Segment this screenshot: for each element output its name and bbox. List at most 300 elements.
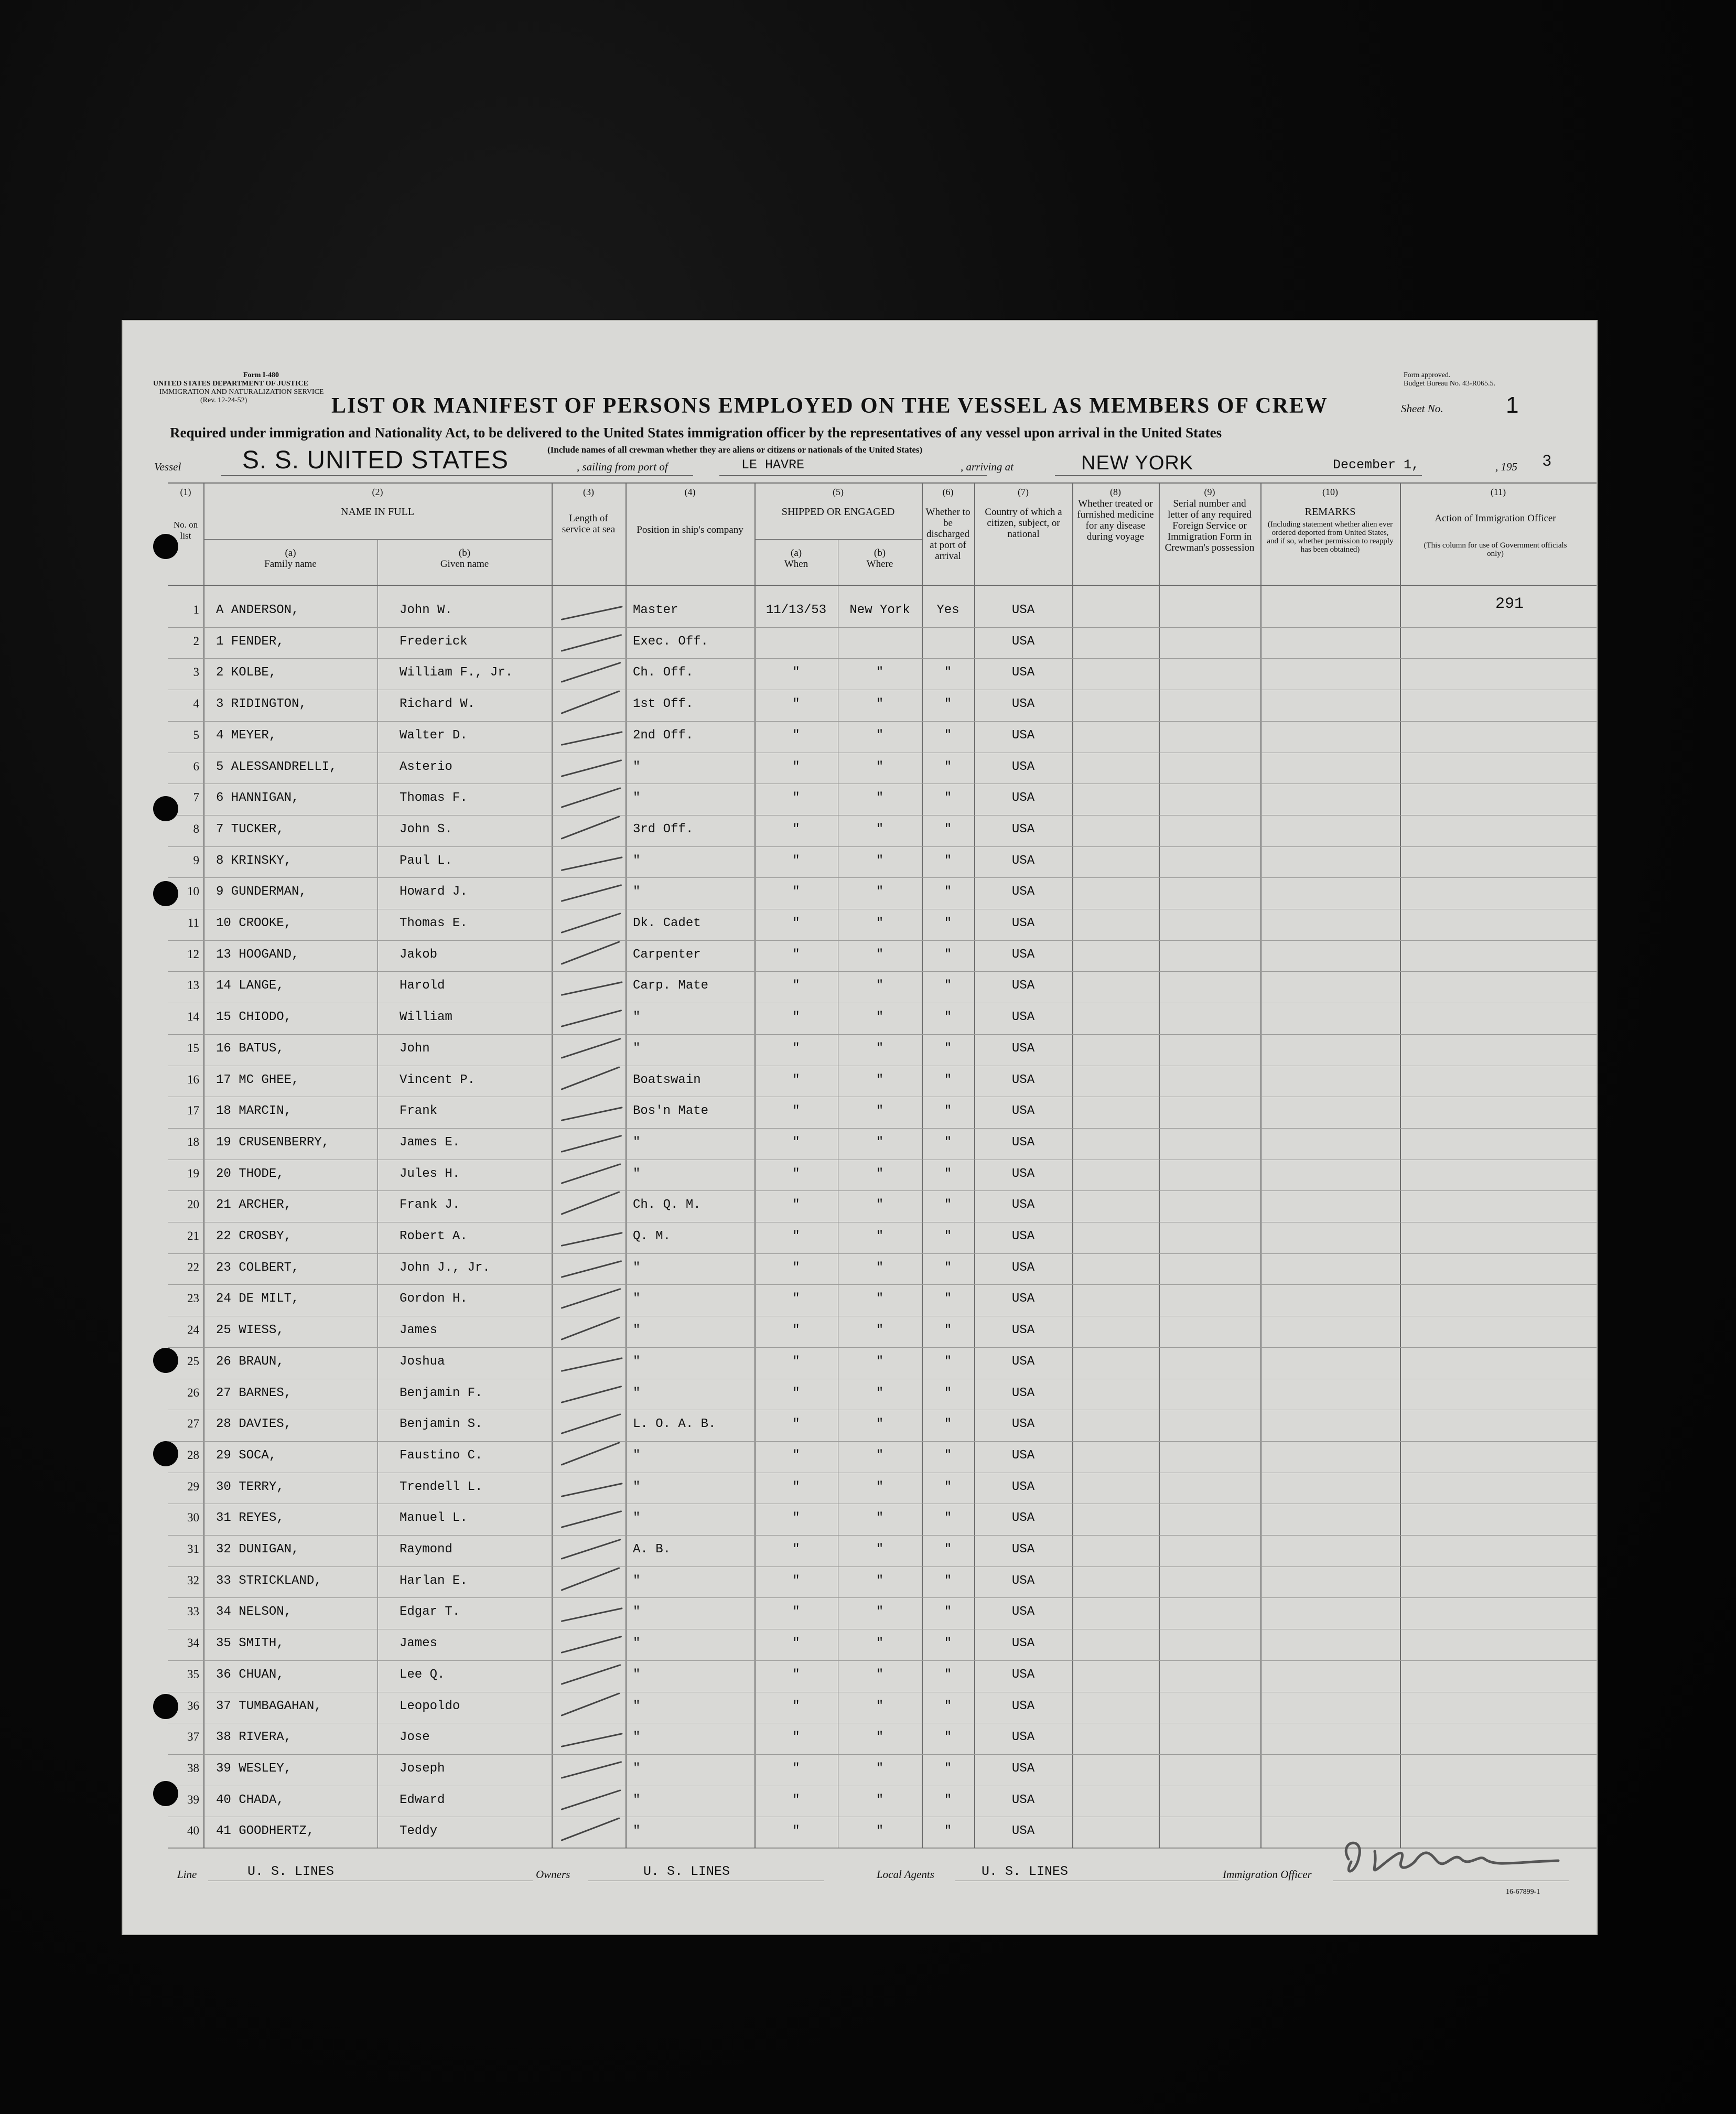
- country-of-citizenship: USA: [1011, 1198, 1035, 1212]
- family-name: 37 TUMBAGAHAN,: [216, 1699, 322, 1713]
- line-value: U. S. LINES: [247, 1864, 335, 1879]
- row-line-number: 27: [187, 1417, 199, 1431]
- row-line-number: 1: [193, 603, 199, 616]
- row-line-number: 31: [187, 1542, 199, 1555]
- col1-header: No. on list: [173, 520, 198, 541]
- given-name: Gordon H.: [400, 1292, 468, 1306]
- shipped-where: ": [876, 1448, 884, 1463]
- discharged-at-arrival: Yes: [936, 603, 959, 617]
- given-name: Thomas E.: [400, 916, 468, 930]
- position-in-company: ": [633, 759, 641, 774]
- col-divider-1: [203, 482, 204, 1848]
- discharged-at-arrival: ": [944, 1323, 952, 1338]
- given-name: Edward: [400, 1793, 445, 1807]
- row-line-number: 12: [187, 947, 199, 961]
- shipped-when: ": [792, 1730, 800, 1745]
- row-separator: [168, 1660, 1597, 1661]
- shipped-when: ": [792, 822, 800, 836]
- country-of-citizenship: USA: [1011, 1260, 1035, 1275]
- family-name: 35 SMITH,: [216, 1636, 284, 1651]
- service-check-mark: [561, 1163, 621, 1184]
- country-of-citizenship: USA: [1011, 1605, 1035, 1619]
- country-of-citizenship: USA: [1011, 1229, 1035, 1243]
- given-name: Richard W.: [400, 697, 476, 712]
- given-name: Asterio: [400, 759, 452, 774]
- family-name: 26 BRAUN,: [216, 1354, 284, 1369]
- given-name: Lee Q.: [400, 1667, 445, 1682]
- shipped-when: ": [792, 979, 800, 993]
- row-line-number: 38: [187, 1761, 199, 1775]
- service-check-mark: [561, 1260, 622, 1278]
- position-in-company: ": [633, 1573, 641, 1588]
- country-of-citizenship: USA: [1011, 759, 1035, 774]
- sheet-number-label: Sheet No.: [1401, 402, 1443, 415]
- row-line-number: 34: [187, 1636, 199, 1650]
- row-line-number: 35: [187, 1667, 199, 1681]
- given-name: Faustino C.: [400, 1448, 483, 1463]
- row-separator: [168, 1441, 1597, 1442]
- position-in-company: 1st Off.: [633, 697, 694, 712]
- family-name: 13 HOOGAND,: [216, 947, 299, 962]
- country-of-citizenship: USA: [1011, 916, 1035, 930]
- port-underline: [719, 475, 987, 476]
- form-number: Form I-480: [243, 371, 279, 379]
- discharged-at-arrival: ": [944, 979, 952, 993]
- country-of-citizenship: USA: [1011, 1104, 1035, 1119]
- discharged-at-arrival: ": [944, 1104, 952, 1119]
- given-name: Jules H.: [400, 1166, 460, 1181]
- family-name: 22 CROSBY,: [216, 1229, 292, 1243]
- family-name: 28 DAVIES,: [216, 1417, 292, 1432]
- shipped-where: ": [876, 1166, 884, 1181]
- name-subheader-line: [203, 539, 552, 540]
- country-of-citizenship: USA: [1011, 1824, 1035, 1839]
- given-name: John S.: [400, 822, 452, 836]
- local-agents-label: Local Agents: [877, 1868, 934, 1881]
- row-line-number: 20: [187, 1198, 199, 1211]
- discharged-at-arrival: ": [944, 1479, 952, 1494]
- position-in-company: Ch. Q. M.: [633, 1198, 701, 1212]
- given-name: John W.: [400, 603, 452, 617]
- service-check-mark: [560, 1316, 620, 1340]
- row-separator: [168, 1597, 1597, 1598]
- given-name: Frederick: [400, 634, 468, 649]
- row-line-number: 37: [187, 1730, 199, 1744]
- arrival-underline: [1055, 475, 1422, 476]
- shipped-where: ": [876, 885, 884, 899]
- shipped-where: ": [876, 1198, 884, 1212]
- given-name: Thomas F.: [400, 791, 468, 806]
- row-line-number: 39: [187, 1793, 199, 1806]
- shipped-when: ": [792, 1824, 800, 1839]
- country-of-citizenship: USA: [1011, 1573, 1035, 1588]
- service-check-mark: [561, 1510, 622, 1528]
- country-of-citizenship: USA: [1011, 979, 1035, 993]
- col9-number: (9): [1204, 487, 1215, 497]
- punch-hole: [153, 881, 178, 906]
- service-check-mark: [560, 815, 620, 840]
- budget-bureau-number: Budget Bureau No. 43-R065.5.: [1404, 380, 1495, 388]
- port-of-departure: LE HAVRE: [741, 457, 805, 473]
- country-of-citizenship: USA: [1011, 1417, 1035, 1432]
- row-separator: [168, 1190, 1597, 1191]
- discharged-at-arrival: ": [944, 1824, 952, 1839]
- country-of-citizenship: USA: [1011, 1041, 1035, 1056]
- form-approved: Form approved.: [1404, 371, 1451, 379]
- country-of-citizenship: USA: [1011, 822, 1035, 836]
- family-name: A ANDERSON,: [216, 603, 299, 617]
- given-name: Manuel L.: [400, 1511, 468, 1526]
- row-line-number: 32: [187, 1573, 199, 1587]
- service-check-mark: [561, 884, 622, 902]
- shipped-when: ": [792, 1511, 800, 1526]
- discharged-at-arrival: ": [944, 697, 952, 712]
- row-line-number: 14: [187, 1010, 199, 1024]
- position-in-company: ": [633, 1479, 641, 1494]
- shipped-when: ": [792, 1072, 800, 1087]
- service-check-mark: [561, 1038, 621, 1059]
- shipped-where: ": [876, 1010, 884, 1025]
- col4-number: (4): [684, 487, 696, 497]
- country-of-citizenship: USA: [1011, 1636, 1035, 1651]
- family-name: 9 GUNDERMAN,: [216, 885, 307, 899]
- service-check-mark: [561, 1789, 621, 1810]
- punch-hole: [153, 1348, 178, 1373]
- country-of-citizenship: USA: [1011, 1323, 1035, 1338]
- row-line-number: 24: [187, 1323, 199, 1337]
- shipped-where: ": [876, 728, 884, 743]
- row-line-number: 16: [187, 1072, 199, 1086]
- discharged-at-arrival: ": [944, 1386, 952, 1400]
- service-check-mark: [560, 690, 620, 714]
- col8-number: (8): [1110, 487, 1121, 497]
- position-in-company: Exec. Off.: [633, 634, 709, 649]
- shipped-where: ": [876, 1229, 884, 1243]
- given-name: William: [400, 1010, 452, 1025]
- discharged-at-arrival: ": [944, 1573, 952, 1588]
- row-separator: [168, 1284, 1597, 1285]
- position-in-company: ": [633, 853, 641, 868]
- discharged-at-arrival: ": [944, 1198, 952, 1212]
- shipped-where: ": [876, 1292, 884, 1306]
- shipped-when: ": [792, 916, 800, 930]
- shipped-where: ": [876, 1354, 884, 1369]
- country-of-citizenship: USA: [1011, 791, 1035, 806]
- position-in-company: ": [633, 1386, 641, 1400]
- discharged-at-arrival: ": [944, 1699, 952, 1713]
- row-line-number: 4: [193, 697, 199, 711]
- family-name: 29 SOCA,: [216, 1448, 277, 1463]
- family-name: 40 CHADA,: [216, 1793, 284, 1807]
- shipped-where: ": [876, 1417, 884, 1432]
- discharged-at-arrival: ": [944, 791, 952, 806]
- family-name: 3 RIDINGTON,: [216, 697, 307, 712]
- service-check-mark: [561, 787, 621, 808]
- shipped-where: ": [876, 979, 884, 993]
- shipped-when: ": [792, 728, 800, 743]
- service-check-mark: [561, 1664, 621, 1685]
- given-name: Benjamin S.: [400, 1417, 483, 1432]
- shipped-when: ": [792, 1793, 800, 1807]
- officer-annotation: 291: [1495, 595, 1524, 613]
- position-in-company: ": [633, 1260, 641, 1275]
- country-of-citizenship: USA: [1011, 1135, 1035, 1150]
- row-line-number: 36: [187, 1699, 199, 1712]
- shipped-where: ": [876, 1135, 884, 1150]
- discharged-at-arrival: ": [944, 1010, 952, 1025]
- shipped-when: ": [792, 1229, 800, 1243]
- position-in-company: ": [633, 1636, 641, 1651]
- family-name: 25 WIESS,: [216, 1323, 284, 1338]
- discharged-at-arrival: ": [944, 1166, 952, 1181]
- shipped-where: ": [876, 1072, 884, 1087]
- punch-hole: [153, 796, 178, 821]
- shipped-when: ": [792, 1198, 800, 1212]
- owners-value: U. S. LINES: [643, 1864, 730, 1879]
- family-name: 31 REYES,: [216, 1511, 284, 1526]
- position-in-company: A. B.: [633, 1542, 671, 1557]
- col-divider-10: [1400, 482, 1401, 1848]
- col4-header: Position in ship's company: [637, 524, 743, 535]
- discharged-at-arrival: ": [944, 1511, 952, 1526]
- position-in-company: Ch. Off.: [633, 666, 694, 680]
- shipped-where: ": [876, 1104, 884, 1119]
- shipped-when: ": [792, 1166, 800, 1181]
- given-name: Trendell L.: [400, 1479, 483, 1494]
- family-name: 17 MC GHEE,: [216, 1072, 299, 1087]
- position-in-company: ": [633, 1166, 641, 1181]
- port-of-arrival: NEW YORK: [1081, 452, 1194, 474]
- vessel-underline: [221, 475, 693, 476]
- discharged-at-arrival: ": [944, 666, 952, 680]
- discharged-at-arrival: ": [944, 916, 952, 930]
- discharged-at-arrival: ": [944, 853, 952, 868]
- shipped-when: ": [792, 1761, 800, 1776]
- shipped-where: ": [876, 916, 884, 930]
- shipped-where: ": [876, 1041, 884, 1056]
- shipped-when: ": [792, 1479, 800, 1494]
- country-of-citizenship: USA: [1011, 1730, 1035, 1745]
- given-name: John J., Jr.: [400, 1260, 490, 1275]
- position-in-company: ": [633, 1354, 641, 1369]
- shipped-where: ": [876, 1323, 884, 1338]
- row-separator: [168, 627, 1597, 628]
- service-check-mark: [561, 1107, 623, 1121]
- local-agents-value: U. S. LINES: [982, 1864, 1069, 1879]
- discharged-at-arrival: ": [944, 1292, 952, 1306]
- shipped-when: ": [792, 1104, 800, 1119]
- family-name: 32 DUNIGAN,: [216, 1542, 299, 1557]
- service-check-mark: [561, 856, 623, 871]
- print-code: 16-67899-1: [1506, 1888, 1540, 1896]
- position-in-company: ": [633, 885, 641, 899]
- discharged-at-arrival: ": [944, 1260, 952, 1275]
- row-line-number: 11: [187, 916, 199, 929]
- row-line-number: 18: [187, 1135, 199, 1149]
- row-line-number: 40: [187, 1824, 199, 1838]
- col10-number: (10): [1322, 487, 1338, 497]
- row-separator: [168, 1253, 1597, 1254]
- col7-number: (7): [1018, 487, 1029, 497]
- position-in-company: Master: [633, 603, 678, 617]
- table-top-border: [168, 482, 1597, 484]
- shipped-when: ": [792, 947, 800, 962]
- country-of-citizenship: USA: [1011, 603, 1035, 617]
- col5-header: SHIPPED OR ENGAGED: [781, 506, 895, 518]
- discharged-at-arrival: ": [944, 1072, 952, 1087]
- shipped-where: ": [876, 1260, 884, 1275]
- service-check-mark: [560, 1567, 620, 1591]
- given-name: Edgar T.: [400, 1605, 460, 1619]
- discharged-at-arrival: ": [944, 1542, 952, 1557]
- country-of-citizenship: USA: [1011, 1667, 1035, 1682]
- row-separator: [168, 1754, 1597, 1755]
- arriving-label: , arriving at: [961, 460, 1013, 473]
- shipped-subheader-line: [754, 539, 922, 540]
- col11-subheader: (This column for use of Government officials only): [1424, 541, 1567, 558]
- family-name: 23 COLBERT,: [216, 1260, 299, 1275]
- position-in-company: Dk. Cadet: [633, 916, 701, 930]
- position-in-company: 2nd Off.: [633, 728, 694, 743]
- col2b-header: (b) Given name: [440, 548, 489, 570]
- shipped-when: ": [792, 1448, 800, 1463]
- service-check-mark: [561, 1636, 622, 1654]
- shipped-where: ": [876, 1730, 884, 1745]
- shipped-when: ": [792, 1292, 800, 1306]
- family-name: 4 MEYER,: [216, 728, 277, 743]
- country-of-citizenship: USA: [1011, 1761, 1035, 1776]
- shipped-where: ": [876, 853, 884, 868]
- service-check-mark: [561, 1483, 623, 1497]
- country-of-citizenship: USA: [1011, 853, 1035, 868]
- country-of-citizenship: USA: [1011, 1354, 1035, 1369]
- shipped-where: ": [876, 697, 884, 712]
- shipped-where: ": [876, 791, 884, 806]
- shipped-where: ": [876, 1636, 884, 1651]
- service-check-mark: [560, 1442, 620, 1466]
- given-name: Walter D.: [400, 728, 468, 743]
- family-name: 24 DE MILT,: [216, 1292, 299, 1306]
- col3-number: (3): [583, 487, 594, 497]
- shipped-where: ": [876, 822, 884, 836]
- given-name: Howard J.: [400, 885, 468, 899]
- discharged-at-arrival: ": [944, 1448, 952, 1463]
- shipped-when: ": [792, 1636, 800, 1651]
- shipped-when: ": [792, 1323, 800, 1338]
- shipped-where: ": [876, 759, 884, 774]
- shipped-where: ": [876, 1573, 884, 1588]
- col7-header: Country of which a citizen, subject, or national: [985, 507, 1062, 540]
- position-in-company: ": [633, 1041, 641, 1056]
- country-of-citizenship: USA: [1011, 728, 1035, 743]
- given-name: Joseph: [400, 1761, 445, 1776]
- row-line-number: 25: [187, 1354, 199, 1368]
- service-check-mark: [561, 1733, 623, 1747]
- shipped-when: ": [792, 1041, 800, 1056]
- service-check-mark: [560, 1817, 620, 1841]
- shipped-when: ": [792, 1386, 800, 1400]
- shipped-when: ": [792, 1010, 800, 1025]
- discharged-at-arrival: ": [944, 885, 952, 899]
- service-check-mark: [561, 1385, 622, 1403]
- given-name: Vincent P.: [400, 1072, 476, 1087]
- shipped-when: ": [792, 1135, 800, 1150]
- shipped-when: ": [792, 759, 800, 774]
- position-in-company: Carpenter: [633, 947, 701, 962]
- family-name: 39 WESLEY,: [216, 1761, 292, 1776]
- given-name: William F., Jr.: [400, 666, 513, 680]
- service-check-mark: [561, 1135, 622, 1153]
- col9-header: Serial number and letter of any required Foreign Service or Immigration Form in Crewman's possession: [1164, 498, 1255, 553]
- family-name: 19 CRUSENBERRY,: [216, 1135, 330, 1150]
- country-of-citizenship: USA: [1011, 1448, 1035, 1463]
- family-name: 38 RIVERA,: [216, 1730, 292, 1745]
- service-check-mark: [560, 1066, 620, 1090]
- row-line-number: 22: [187, 1260, 199, 1274]
- family-name: 6 HANNIGAN,: [216, 791, 299, 806]
- country-of-citizenship: USA: [1011, 1292, 1035, 1306]
- row-separator: [168, 1128, 1597, 1129]
- manifest-title: LIST OR MANIFEST OF PERSONS EMPLOYED ON THE VESSEL AS MEMBERS OF CREW: [331, 394, 1328, 418]
- service-check-mark: [561, 1232, 623, 1247]
- punch-hole: [153, 1781, 178, 1806]
- country-of-citizenship: USA: [1011, 1511, 1035, 1526]
- family-name: 27 BARNES,: [216, 1386, 292, 1400]
- service-check-mark: [560, 1191, 620, 1215]
- row-separator: [168, 877, 1597, 878]
- position-in-company: 3rd Off.: [633, 822, 694, 836]
- country-of-citizenship: USA: [1011, 885, 1035, 899]
- family-name: 33 STRICKLAND,: [216, 1573, 322, 1588]
- punch-hole: [153, 534, 178, 559]
- discharged-at-arrival: ": [944, 1793, 952, 1807]
- shipped-where: ": [876, 666, 884, 680]
- country-of-citizenship: USA: [1011, 1793, 1035, 1807]
- family-name: 34 NELSON,: [216, 1605, 292, 1619]
- required-statement: Required under immigration and Nationality Act, to be delivered to the United States immigration officer by the representatives of any vessel upon arrival in the United States: [170, 425, 1222, 441]
- family-name: 36 CHUAN,: [216, 1667, 284, 1682]
- discharged-at-arrival: ": [944, 1636, 952, 1651]
- col5a-header: (a) When: [784, 548, 808, 570]
- country-of-citizenship: USA: [1011, 1699, 1035, 1713]
- shipped-where: ": [876, 1542, 884, 1557]
- discharged-at-arrival: ": [944, 1667, 952, 1682]
- row-line-number: 3: [193, 666, 199, 679]
- position-in-company: Bos'n Mate: [633, 1104, 709, 1119]
- family-name: 7 TUCKER,: [216, 822, 284, 836]
- shipped-where: ": [876, 1511, 884, 1526]
- family-name: 5 ALESSANDRELLI,: [216, 759, 337, 774]
- sailing-label: , sailing from port of: [577, 460, 668, 473]
- row-line-number: 7: [193, 791, 199, 804]
- shipped-when: ": [792, 1699, 800, 1713]
- shipped-where: ": [876, 1824, 884, 1839]
- service-check-mark: [561, 981, 623, 996]
- col-divider-7: [1072, 482, 1073, 1848]
- shipped-when: ": [792, 1417, 800, 1432]
- country-of-citizenship: USA: [1011, 1479, 1035, 1494]
- col5b-header: (b) Where: [866, 548, 893, 570]
- family-name: 41 GOODHERTZ,: [216, 1824, 315, 1839]
- given-name: Harold: [400, 979, 445, 993]
- discharged-at-arrival: ": [944, 1761, 952, 1776]
- row-line-number: 17: [187, 1104, 199, 1118]
- col8-header: Whether treated or furnished medicine for any disease during voyage: [1077, 498, 1154, 542]
- given-name: Frank: [400, 1104, 438, 1119]
- country-of-citizenship: USA: [1011, 1542, 1035, 1557]
- department-name: UNITED STATES DEPARTMENT OF JUSTICE: [153, 380, 308, 388]
- owners-label: Owners: [536, 1868, 570, 1881]
